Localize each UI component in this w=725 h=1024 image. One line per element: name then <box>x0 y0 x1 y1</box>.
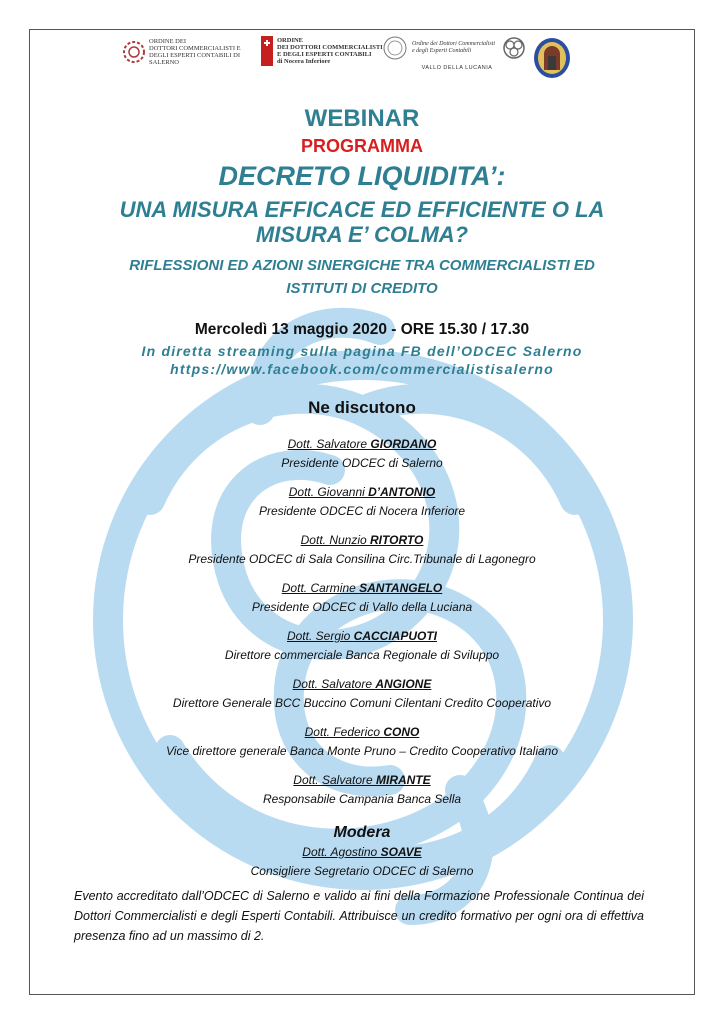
speaker-entry <box>30 675 694 713</box>
speaker-entry <box>30 483 694 521</box>
streaming-info <box>30 342 694 378</box>
speaker-name <box>30 483 694 502</box>
logo-text-line: SALERNO <box>149 59 179 66</box>
speaker-name-prefix: Dott. Federico <box>304 725 384 739</box>
speaker-name <box>30 675 694 694</box>
speaker-surname: ANGIONE <box>375 677 432 691</box>
logo-text-line: DOTTORI COMMERCIALISTI E <box>149 45 241 52</box>
moderator-role: Consigliere Segretario ODCEC di Salerno <box>250 864 474 878</box>
speaker-entry <box>30 531 694 569</box>
speaker-surname: GIORDANO <box>370 437 437 451</box>
event-subtitle <box>30 197 694 247</box>
speaker-role: Vice direttore generale Banca Monte Pruno – Credito Cooperativo Italiano <box>165 744 558 758</box>
speaker-entry <box>30 435 694 473</box>
speaker-name <box>30 627 694 646</box>
speaker-name-prefix: Dott. Nunzio <box>300 533 371 547</box>
speaker-surname: D’ANTONIO <box>368 485 436 499</box>
speaker-role: Direttore commerciale Banca Regionale di Sviluppo <box>224 648 500 662</box>
logo-caption: VALLO DELLA LUCANIA <box>421 65 493 71</box>
logo-odcec-nocera <box>260 34 383 68</box>
speaker-entry <box>30 723 694 761</box>
speaker-name-prefix: Dott. Sergio <box>286 629 354 643</box>
logo-coat-of-arms <box>532 36 572 80</box>
speaker-name-prefix: Dott. Salvatore <box>287 437 371 451</box>
event-tagline-line: RIFLESSIONI ED AZIONI SINERGICHE TRA COMMERCIALISTI ED <box>129 257 595 274</box>
accreditation-note: Evento accreditato dall’ODCEC di Salerno e valido ai fini della Formazione Professionale Continua dei Dottori Commercialisti e degli Esperti Contabili. Attribuisce un credito formativo per ogni ora di effettiva presenza fino ad un massimo di 2. <box>74 889 644 943</box>
speaker-role: Presidente ODCEC di Vallo della Luciana <box>251 600 473 614</box>
page-frame <box>29 29 695 995</box>
speaker-role: Direttore Generale BCC Buccino Comuni Cilentani Credito Cooperativo <box>172 696 552 710</box>
speaker-name <box>30 435 694 454</box>
event-tagline <box>30 254 694 300</box>
moderator-surname: SOAVE <box>380 845 422 859</box>
logo-text-line: di Nocera Inferiore <box>277 58 331 65</box>
knot-emblem-icon <box>501 35 527 61</box>
programma-heading: PROGRAMMA <box>301 136 423 156</box>
speaker-name <box>30 771 694 790</box>
moderator-heading: Modera <box>333 824 391 841</box>
logo-odcec-vallo <box>382 35 527 71</box>
odcec-nocera-emblem-icon <box>260 34 274 68</box>
webinar-heading: WEBINAR <box>304 105 420 132</box>
speaker-name <box>30 531 694 550</box>
speaker-surname: MIRANTE <box>376 773 431 787</box>
speaker-name-prefix: Dott. Carmine <box>281 581 360 595</box>
logo-text-line: Ordine dei Dottori Commercialisti <box>412 41 496 47</box>
speaker-entry <box>30 627 694 665</box>
logo-text-line: DEGLI ESPERTI CONTABILI DI <box>149 52 240 59</box>
logo-odcec-salerno <box>122 38 241 66</box>
logo-text-line: DEI DOTTORI COMMERCIALISTI <box>277 44 383 51</box>
event-subtitle-line: MISURA E’ COLMA? <box>255 222 469 247</box>
odcec-salerno-emblem-icon <box>122 40 146 64</box>
facebook-link[interactable]: https://www.facebook.com/commercialistisalerno <box>170 361 554 377</box>
speaker-surname: SANTANGELO <box>359 581 443 595</box>
speaker-entry <box>30 771 694 809</box>
moderator-entry <box>30 843 694 881</box>
speaker-surname: CONO <box>383 725 420 739</box>
speaker-role: Responsabile Campania Banca Sella <box>262 792 462 806</box>
event-tagline-line: ISTITUTI DI CREDITO <box>286 280 438 297</box>
event-subtitle-line: UNA MISURA EFFICACE ED EFFICIENTE O LA <box>119 197 605 222</box>
moderator-name <box>30 843 694 862</box>
speaker-name <box>30 579 694 598</box>
coat-of-arms-icon <box>532 36 572 80</box>
speaker-name-prefix: Dott. Salvatore <box>293 773 377 787</box>
event-date: Mercoledì 13 maggio 2020 - ORE 15.30 / 17.30 <box>194 321 530 338</box>
speaker-surname: CACCIAPUOTI <box>353 629 438 643</box>
speaker-surname: RITORTO <box>370 533 424 547</box>
logo-text-line: E DEGLI ESPERTI CONTABILI <box>277 51 372 58</box>
streaming-text: In diretta streaming sulla pagina FB dell’ODCEC Salerno <box>141 343 583 359</box>
speaker-role: Presidente ODCEC di Nocera Inferiore <box>258 504 466 518</box>
logo-text-line: e degli Esperti Contabili <box>412 48 472 54</box>
logo-text-line: ORDINE DEI <box>149 38 187 45</box>
speaker-entry <box>30 579 694 617</box>
logo-bar <box>30 30 694 110</box>
speakers-heading: Ne discutono <box>308 398 416 417</box>
moderator-name-prefix: Dott. Agostino <box>302 845 381 859</box>
speaker-name <box>30 723 694 742</box>
speaker-name-prefix: Dott. Salvatore <box>292 677 376 691</box>
logo-text-line: ORDINE <box>277 37 304 44</box>
speaker-name-prefix: Dott. Giovanni <box>288 485 369 499</box>
odcec-vallo-seal-icon <box>382 35 408 61</box>
speaker-role: Presidente ODCEC di Sala Consilina Circ.Tribunale di Lagonegro <box>188 552 536 566</box>
event-title: DECRETO LIQUIDITA’: <box>218 161 506 191</box>
speaker-role: Presidente ODCEC di Salerno <box>281 456 443 470</box>
